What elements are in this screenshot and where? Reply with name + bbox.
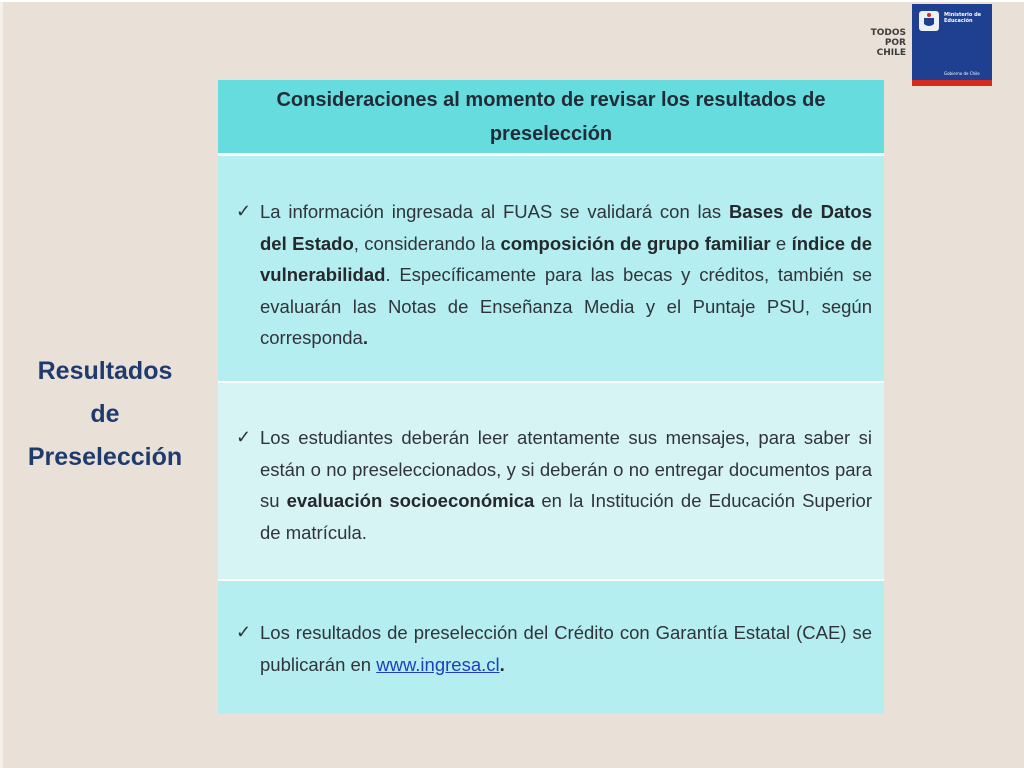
logo-text-line: POR (884, 38, 906, 48)
checkmark-icon: ✓ (236, 201, 252, 221)
ministerio-educacion-logo (912, 4, 992, 86)
ingresa-link[interactable]: www.ingresa.cl (376, 653, 500, 675)
text-run: e (770, 232, 792, 254)
bold-text: evaluación socioeconómica (286, 490, 535, 511)
section-title-line: de (90, 400, 120, 428)
logo-text-line: TODOS (870, 28, 906, 38)
logo-red-bar (912, 80, 992, 86)
gobierno-label: Gobierno de Chile (944, 71, 980, 76)
coat-of-arms-icon (918, 10, 940, 32)
text-run: . Específicamente para las becas y créditos, también se evaluarán las Notas de Enseñanza Media y el Puntaje PSU, según corresponda (260, 264, 872, 348)
logo-text-line: CHILE (876, 48, 906, 58)
checkmark-icon: ✓ (236, 427, 252, 447)
considerations-panel (218, 80, 884, 714)
bold-text: composición de grupo familiar (500, 232, 771, 254)
bullet-item (236, 617, 872, 680)
text-run: en la Institución de Educación Superior de matrícula. (260, 490, 872, 543)
bullet-text (260, 617, 872, 680)
text-run: Los resultados de preselección del Crédito con Garantía Estatal (CAE) se publicarán en (260, 622, 872, 675)
bullet-row (218, 581, 884, 714)
bullet-text (260, 422, 872, 548)
bold-text: . (362, 327, 368, 348)
bullet-text (260, 196, 872, 354)
section-title-line: Resultados (37, 357, 173, 385)
bullet-item (236, 196, 872, 354)
bullet-row (218, 156, 884, 383)
section-title-line: Preselección (27, 443, 183, 471)
ministerio-label: Ministerio de Educación (944, 12, 982, 24)
slide-left-edge (0, 0, 3, 768)
bold-text: . (499, 653, 505, 675)
text-run: La información ingresada al FUAS se validará con las (260, 201, 729, 222)
text-run: Los estudiantes deberán leer atentamente sus mensajes, para saber si están o no preseleccionados, y si deberán o no entregar documentos para su (260, 427, 872, 511)
bullet-row (218, 383, 884, 581)
bullet-item (236, 422, 872, 548)
todos-por-chile-logo (860, 28, 906, 58)
section-title (10, 350, 200, 479)
panel-header: Consideraciones al momento de revisar los resultados de preselección (218, 80, 884, 156)
bold-text: índice de vulnerabilidad (260, 232, 872, 285)
text-run: , considerando la (353, 232, 501, 254)
slide-top-edge (0, 0, 1024, 2)
checkmark-icon: ✓ (236, 622, 252, 642)
bold-text: Bases de Datos del Estado (260, 201, 872, 254)
